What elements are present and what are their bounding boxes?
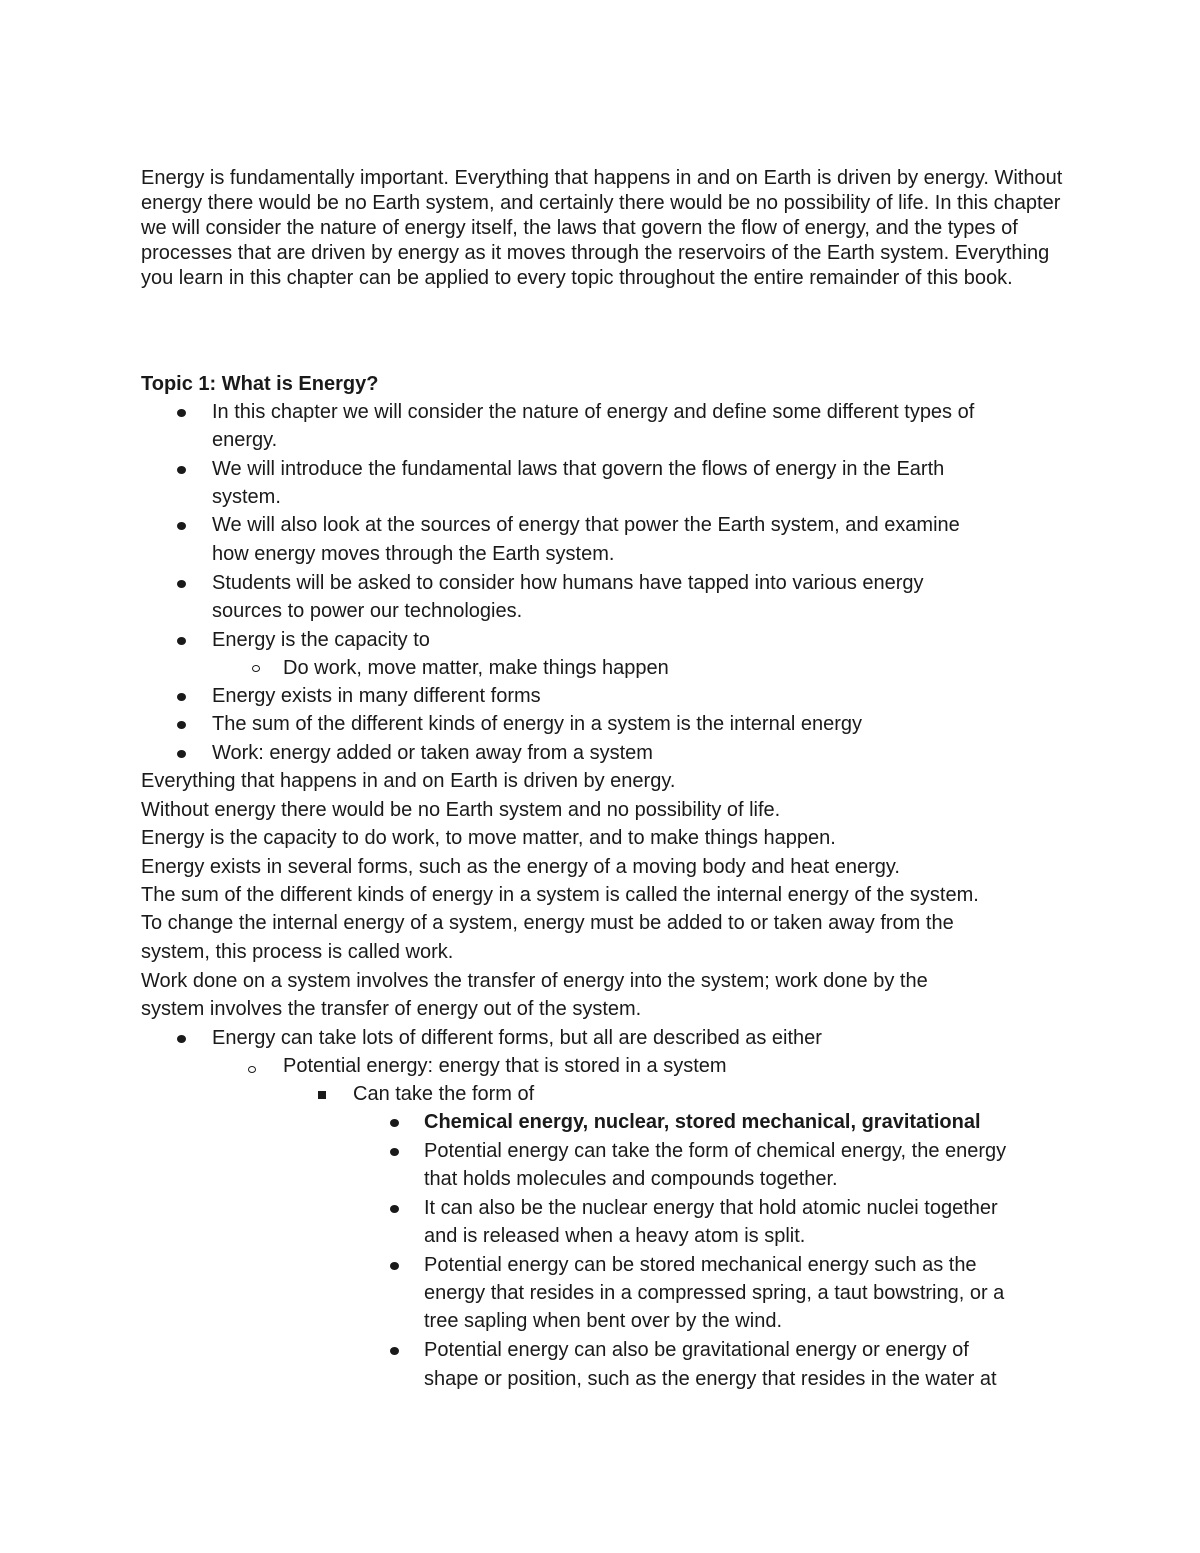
- bullet-disc-icon: [390, 1262, 399, 1270]
- bullet-disc-icon: [177, 750, 186, 758]
- list-item-sub: Do work, move matter, make things happen: [283, 657, 669, 679]
- bullet-disc-icon: [177, 1035, 186, 1043]
- list-item-sub3-cont: shape or position, such as the energy that resides in the water at: [424, 1368, 997, 1390]
- topic-heading: Topic 1: What is Energy?: [141, 373, 379, 395]
- body-line: Energy exists in several forms, such as the energy of a moving body and heat energy.: [141, 856, 900, 878]
- list-item: We will also look at the sources of energy that power the Earth system, and examine: [212, 514, 960, 536]
- list-item-sub3: Potential energy can also be gravitational energy or energy of: [424, 1339, 969, 1361]
- intro-paragraph: Energy is fundamentally important. Everything that happens in and on Earth is driven by energy. Without energy there would be no Earth system, and certainly there would be no possibility of life. In this chapter we will consider the nature of energy itself, the laws that govern the flow of energy, and the types of processes that are driven by energy as it moves through the reservoirs of the Earth system. Everything you learn in this chapter can be applied to every topic throughout the entire remainder of this book.: [141, 167, 1063, 289]
- list-item-sub3: Potential energy can be stored mechanical energy such as the: [424, 1254, 977, 1276]
- list-item: Energy exists in many different forms: [212, 685, 541, 707]
- body-line: The sum of the different kinds of energy in a system is called the internal energy of the system.: [141, 884, 979, 906]
- list-item-cont: energy.: [212, 429, 278, 451]
- list-item: In this chapter we will consider the nature of energy and define some different types of: [212, 401, 975, 423]
- list-item: Work: energy added or taken away from a system: [212, 742, 653, 764]
- list-item-sub2: Can take the form of: [353, 1083, 535, 1105]
- body-line: Work done on a system involves the transfer of energy into the system; work done by the: [141, 970, 928, 992]
- bullet-disc-icon: [390, 1119, 399, 1127]
- list-item: We will introduce the fundamental laws that govern the flows of energy in the Earth: [212, 458, 945, 480]
- list-item: The sum of the different kinds of energy in a system is the internal energy: [212, 713, 862, 735]
- list-item-sub3-cont: tree sapling when bent over by the wind.: [424, 1310, 782, 1332]
- bold-list-item: Chemical energy, nuclear, stored mechanical, gravitational: [424, 1111, 981, 1133]
- list-item-cont: system.: [212, 486, 281, 508]
- bullet-square-icon: [318, 1091, 326, 1099]
- bullet-disc-icon: [390, 1148, 399, 1156]
- list-item-sub3-cont: and is released when a heavy atom is split.: [424, 1225, 806, 1247]
- bullet-disc-icon: [177, 721, 186, 729]
- bullet-disc-icon: [390, 1205, 399, 1213]
- list-item-cont: sources to power our technologies.: [212, 600, 523, 622]
- bullet-circle-icon: [248, 1066, 256, 1073]
- bullet-disc-icon: [177, 693, 186, 701]
- list-item-sub3-cont: that holds molecules and compounds together.: [424, 1168, 838, 1190]
- bullet-disc-icon: [177, 580, 186, 588]
- body-line: system, this process is called work.: [141, 941, 454, 963]
- bullet-disc-icon: [177, 637, 186, 645]
- bullet-disc-icon: [177, 409, 186, 417]
- list-item-sub3: Potential energy can take the form of chemical energy, the energy: [424, 1140, 1007, 1162]
- list-item-sub: Potential energy: energy that is stored in a system: [283, 1055, 727, 1077]
- list-item: Students will be asked to consider how humans have tapped into various energy: [212, 572, 924, 594]
- body-line: To change the internal energy of a system, energy must be added to or taken away from the: [141, 912, 954, 934]
- bullet-disc-icon: [390, 1347, 399, 1355]
- bullet-circle-icon: [252, 665, 260, 672]
- list-item-cont: how energy moves through the Earth system.: [212, 543, 615, 565]
- body-line: Without energy there would be no Earth system and no possibility of life.: [141, 799, 781, 821]
- body-line: system involves the transfer of energy out of the system.: [141, 998, 642, 1020]
- body-line: Energy is the capacity to do work, to move matter, and to make things happen.: [141, 827, 836, 849]
- list-item-sub3-cont: energy that resides in a compressed spring, a taut bowstring, or a: [424, 1282, 1005, 1304]
- list-item: Energy is the capacity to: [212, 629, 430, 651]
- list-item: Energy can take lots of different forms, but all are described as either: [212, 1027, 822, 1049]
- bullet-disc-icon: [177, 522, 186, 530]
- bullet-disc-icon: [177, 466, 186, 474]
- body-line: Everything that happens in and on Earth is driven by energy.: [141, 770, 676, 792]
- list-item-sub3: It can also be the nuclear energy that hold atomic nuclei together: [424, 1197, 998, 1219]
